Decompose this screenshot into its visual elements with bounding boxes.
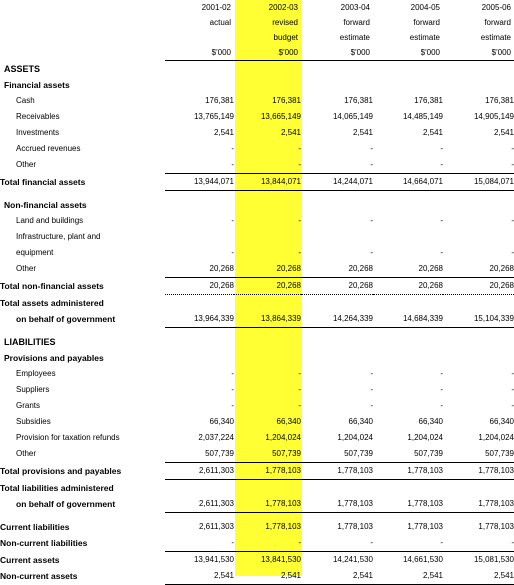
financial-assets-heading-value-0: [165, 77, 234, 93]
financial-asset-row-value-0: 2,541: [213, 128, 234, 137]
total-liabilities-administered-gov-value-2: 1,778,103: [301, 496, 373, 513]
financial-asset-row-value-4: 14,905,149: [473, 112, 514, 121]
non-financial-asset-row-value-3: 20,268: [373, 261, 443, 278]
financial-asset-row-value-0: 176,381: [205, 96, 234, 105]
header-line2-value-1: revised: [272, 18, 298, 27]
liabilities-heading-label: LIABILITIES: [4, 337, 56, 347]
financial-asset-row-label: Cash: [16, 96, 35, 105]
non-financial-asset-row-value-0: 20,268: [165, 261, 234, 278]
financial-asset-row: [0, 93, 514, 109]
total-provisions-payables: [0, 463, 514, 480]
summary-row-value-2: 14,241,530: [332, 555, 373, 564]
financial-assets-heading-value-1: [234, 77, 301, 93]
financial-asset-row-value-3: 2,541: [422, 128, 443, 137]
financial-asset-row-value-2: 176,381: [344, 96, 373, 105]
total-financial-assets: [0, 174, 514, 191]
header-years-value-0: 2001-02: [201, 3, 231, 12]
financial-assets-heading-value-3: [373, 77, 443, 93]
financial-assets-heading-value-2: [301, 77, 373, 93]
total-non-financial-assets: [0, 278, 514, 295]
liabilities-heading-value-0: [165, 334, 234, 350]
provision-row-value-4: 507,739: [443, 446, 514, 463]
financial-asset-row-value-4: 176,381: [485, 96, 514, 105]
header-units-value-0: $'000: [165, 45, 234, 61]
header-units-value-1: $'000: [234, 45, 301, 61]
liabilities-heading: [0, 334, 514, 350]
summary-row-value-2: 2,541: [301, 568, 373, 585]
provision-row-value-3: -: [440, 401, 443, 410]
provision-row-label: Grants: [16, 401, 41, 410]
non-financial-asset-row-value-2: -: [370, 248, 373, 257]
non-financial-asset-row: [0, 213, 514, 229]
provision-row-label: Provision for taxation refunds: [16, 433, 120, 442]
total-liabilities-administered-value-1: [234, 480, 301, 497]
provisions-heading: [0, 350, 514, 366]
financial-assets-heading: [0, 77, 514, 93]
total-liabilities-administered-gov: [0, 496, 514, 513]
total-assets-administered-label: Total assets administered: [0, 297, 104, 308]
provision-row-value-3: -: [440, 369, 443, 378]
non-financial-assets-heading-value-0: [165, 197, 234, 213]
liabilities-heading-value-3: [373, 334, 443, 350]
total-non-financial-assets-value-3: 20,268: [418, 281, 443, 290]
financial-asset-row-value-0: -: [231, 144, 234, 153]
summary-row-value-3: 2,541: [373, 568, 443, 585]
summary-row-label: Current liabilities: [0, 522, 70, 532]
provision-row-label: Other: [16, 449, 37, 459]
financial-asset-row-label: Other: [16, 160, 37, 170]
total-provisions-payables-label: Total provisions and payables: [0, 466, 122, 476]
provision-row-value-4: -: [511, 369, 514, 378]
summary-row-value-1: 1,778,103: [265, 522, 301, 531]
non-financial-assets-heading-value-2: [301, 197, 373, 213]
non-financial-asset-row: [0, 245, 514, 261]
summary-row-value-4: 1,778,103: [478, 522, 514, 531]
total-assets-administered-gov-value-3: 14,684,339: [373, 311, 443, 328]
financial-asset-row-value-2: -: [301, 157, 373, 174]
provisions-heading-value-4: [443, 350, 514, 366]
financial-asset-row: [0, 125, 514, 141]
header-years-value-3: 2004-05: [410, 3, 440, 12]
financial-asset-row-label: Investments: [16, 128, 60, 137]
non-financial-asset-row-value-4: [443, 229, 514, 245]
header-line3-value-2: estimate: [339, 33, 370, 42]
non-financial-asset-row-label: equipment: [16, 248, 54, 257]
provision-row-value-0: 507,739: [165, 446, 234, 463]
financial-asset-row-label: Accrued revenues: [16, 144, 81, 153]
provision-row-value-3: -: [440, 385, 443, 394]
non-financial-asset-row-value-2: 20,268: [301, 261, 373, 278]
provision-row: [0, 430, 514, 446]
provision-row: [0, 382, 514, 398]
assets-heading-value-3: [373, 61, 443, 78]
provision-row-value-2: 1,204,024: [337, 433, 373, 442]
header-years: [0, 0, 514, 15]
header-line3-value-4: estimate: [480, 33, 511, 42]
total-financial-assets-label: Total financial assets: [0, 177, 86, 187]
total-liabilities-administered: [0, 480, 514, 497]
summary-row-value-3: -: [373, 535, 443, 552]
total-non-financial-assets-value-4: 20,268: [489, 281, 514, 290]
financial-asset-row-label: Receivables: [16, 112, 60, 121]
summary-row-value-4: 2,541: [443, 568, 514, 585]
provision-row-value-4: -: [511, 401, 514, 410]
financial-asset-row-value-1: -: [298, 144, 301, 153]
assets-heading-value-1: [234, 61, 301, 78]
provision-row-value-2: 66,340: [348, 417, 373, 426]
financial-asset-row: [0, 141, 514, 157]
summary-row: [0, 535, 514, 552]
provision-row: [0, 366, 514, 382]
non-financial-asset-row-label: Land and buildings: [16, 216, 84, 225]
total-assets-administered-gov-label: on behalf of government: [16, 314, 116, 325]
financial-asset-row-value-4: -: [443, 157, 514, 174]
financial-asset-row-value-1: 176,381: [272, 96, 301, 105]
total-assets-administered-gov-value-1: 13,864,339: [234, 311, 301, 328]
provision-row-value-0: 66,340: [209, 417, 234, 426]
non-financial-assets-heading-value-3: [373, 197, 443, 213]
non-financial-asset-row-value-1: -: [298, 216, 301, 225]
total-financial-assets-value-4: 15,084,071: [443, 174, 514, 191]
non-financial-asset-row-value-3: -: [440, 248, 443, 257]
summary-row-value-2: 1,778,103: [337, 522, 373, 531]
liabilities-heading-value-4: [443, 334, 514, 350]
total-liabilities-administered-gov-value-3: 1,778,103: [373, 496, 443, 513]
provision-row-value-2: -: [370, 369, 373, 378]
total-financial-assets-value-3: 14,664,071: [373, 174, 443, 191]
non-financial-asset-row-label: Infrastructure, plant and: [16, 232, 101, 241]
total-liabilities-administered-value-4: [443, 480, 514, 497]
total-non-financial-assets-value-0: 20,268: [209, 281, 234, 290]
header-line3-value-0: [165, 30, 234, 45]
non-financial-asset-row-value-0: -: [231, 216, 234, 225]
total-financial-assets-value-1: 13,844,071: [234, 174, 301, 191]
provision-row-label: Subsidies: [16, 417, 51, 426]
total-financial-assets-value-0: 13,944,071: [165, 174, 234, 191]
provision-row: [0, 398, 514, 414]
financial-asset-row-value-0: 13,765,149: [193, 112, 234, 121]
non-financial-asset-row-value-0: [165, 229, 234, 245]
total-provisions-payables-value-1: 1,778,103: [234, 463, 301, 480]
header-line3-value-1: budget: [273, 33, 298, 42]
provision-row-value-2: 507,739: [301, 446, 373, 463]
provisions-heading-value-2: [301, 350, 373, 366]
provision-row-value-2: -: [370, 401, 373, 410]
non-financial-asset-row-value-1: -: [298, 248, 301, 257]
summary-row-value-1: 13,841,530: [260, 555, 301, 564]
provision-row-value-0: -: [231, 369, 234, 378]
total-assets-administered: [0, 295, 514, 312]
summary-row: [0, 519, 514, 535]
header-years-value-4: 2005-06: [481, 3, 511, 12]
financial-asset-row-value-1: 13,665,149: [260, 112, 301, 121]
financial-asset-row: [0, 109, 514, 125]
non-financial-asset-row-value-0: -: [231, 248, 234, 257]
total-provisions-payables-value-2: 1,778,103: [301, 463, 373, 480]
provision-row-value-1: -: [298, 385, 301, 394]
summary-row: [0, 568, 514, 585]
provision-row-value-1: -: [298, 401, 301, 410]
total-assets-administered-gov: [0, 311, 514, 328]
total-assets-administered-gov-value-4: 15,104,339: [443, 311, 514, 328]
total-liabilities-administered-value-2: [301, 480, 373, 497]
total-provisions-payables-value-3: 1,778,103: [373, 463, 443, 480]
total-provisions-payables-value-0: 2,611,303: [165, 463, 234, 480]
provision-row-value-4: 66,340: [489, 417, 514, 426]
header-units-value-4: $'000: [443, 45, 514, 61]
financial-asset-row-value-2: 2,541: [352, 128, 373, 137]
header-line2: [0, 15, 514, 30]
non-financial-asset-row-value-4: -: [511, 216, 514, 225]
provision-row-value-1: 66,340: [276, 417, 301, 426]
provision-row-value-4: -: [511, 385, 514, 394]
non-financial-assets-heading-value-1: [234, 197, 301, 213]
total-non-financial-assets-label: Total non-financial assets: [0, 281, 104, 291]
non-financial-asset-row-value-2: -: [370, 216, 373, 225]
liabilities-heading-value-2: [301, 334, 373, 350]
financial-asset-row-value-3: -: [373, 157, 443, 174]
header-years-label: [0, 0, 165, 15]
total-assets-administered-gov-value-0: 13,964,339: [165, 311, 234, 328]
provision-row-value-3: 507,739: [373, 446, 443, 463]
summary-row-label: Current assets: [0, 554, 60, 565]
total-liabilities-administered-gov-value-4: 1,778,103: [443, 496, 514, 513]
financial-asset-row: [0, 157, 514, 174]
provision-row-value-3: 66,340: [418, 417, 443, 426]
provision-row-value-0: 2,037,224: [198, 433, 234, 442]
financial-asset-row-value-4: 2,541: [493, 128, 514, 137]
total-financial-assets-value-2: 14,244,071: [301, 174, 373, 191]
provisions-heading-label: Provisions and payables: [4, 353, 104, 363]
provision-row-value-1: 507,739: [234, 446, 301, 463]
header-line3-value-3: estimate: [409, 33, 440, 42]
financial-asset-row-value-4: -: [511, 144, 514, 153]
summary-row-value-0: 13,941,530: [193, 555, 234, 564]
liabilities-heading-value-1: [234, 334, 301, 350]
total-liabilities-administered-value-0: [165, 480, 234, 497]
total-liabilities-administered-gov-value-0: 2,611,303: [165, 496, 234, 513]
summary-row-value-4: 15,081,530: [473, 555, 514, 564]
non-financial-asset-row-value-1: [234, 229, 301, 245]
total-assets-administered-value-3: [373, 295, 443, 312]
non-financial-asset-row-value-4: 20,268: [443, 261, 514, 278]
header-line2-value-4: forward: [484, 18, 511, 27]
summary-row-value-0: -: [165, 535, 234, 552]
non-financial-assets-heading: [0, 197, 514, 213]
provisions-heading-value-0: [165, 350, 234, 366]
financial-asset-row-value-0: -: [165, 157, 234, 174]
total-assets-administered-value-0: [165, 295, 234, 312]
header-units-label: [0, 45, 165, 61]
financial-assets-heading-label: Financial assets: [4, 80, 70, 90]
header-line2-value-3: forward: [413, 18, 440, 27]
non-financial-asset-row-label: Other: [16, 264, 37, 274]
total-assets-administered-gov-value-2: 14,264,339: [301, 311, 373, 328]
total-assets-administered-value-2: [301, 295, 373, 312]
summary-row-value-1: 2,541: [234, 568, 301, 585]
financial-asset-row-value-2: -: [370, 144, 373, 153]
financial-asset-row-value-3: -: [440, 144, 443, 153]
total-non-financial-assets-value-2: 20,268: [348, 281, 373, 290]
summary-row-value-2: -: [301, 535, 373, 552]
provision-row-value-1: 1,204,024: [265, 433, 301, 442]
header-units-value-2: $'000: [301, 45, 373, 61]
total-provisions-payables-value-4: 1,778,103: [443, 463, 514, 480]
non-financial-assets-heading-label: Non-financial assets: [4, 200, 87, 210]
summary-row-value-0: 2,541: [165, 568, 234, 585]
header-line2-value-2: forward: [343, 18, 370, 27]
assets-heading: [0, 61, 514, 78]
summary-row-label: Non-current assets: [0, 571, 78, 582]
total-liabilities-administered-value-3: [373, 480, 443, 497]
summary-row-value-0: 2,611,303: [199, 522, 234, 531]
financial-asset-row-value-3: 14,485,149: [402, 112, 443, 121]
financial-asset-row-value-3: 176,381: [414, 96, 443, 105]
total-liabilities-administered-gov-label: on behalf of government: [16, 499, 116, 510]
financial-asset-row-value-1: 2,541: [280, 128, 301, 137]
summary-row-value-4: -: [443, 535, 514, 552]
financial-asset-row-value-2: 14,065,149: [332, 112, 373, 121]
summary-row-value-1: -: [234, 535, 301, 552]
provisions-heading-value-3: [373, 350, 443, 366]
total-liabilities-administered-label: Total liabilities administered: [0, 482, 114, 493]
header-line3-label: [0, 30, 165, 45]
total-non-financial-assets-value-1: 20,268: [276, 281, 301, 290]
header-years-value-2: 2003-04: [340, 3, 370, 12]
total-assets-administered-value-4: [443, 295, 514, 312]
assets-heading-value-0: [165, 61, 234, 78]
non-financial-asset-row-value-3: -: [440, 216, 443, 225]
non-financial-asset-row-value-2: [301, 229, 373, 245]
total-assets-administered-value-1: [234, 295, 301, 312]
assets-heading-value-4: [443, 61, 514, 78]
assets-heading-value-2: [301, 61, 373, 78]
header-units: [0, 45, 514, 61]
non-financial-asset-row: [0, 229, 514, 245]
provision-row: [0, 414, 514, 430]
summary-row-value-3: 1,778,103: [407, 522, 443, 531]
non-financial-asset-row: [0, 261, 514, 278]
header-line2-value-0: actual: [209, 18, 231, 27]
non-financial-assets-heading-value-4: [443, 197, 514, 213]
header-line3: [0, 30, 514, 45]
total-liabilities-administered-gov-value-1: 1,778,103: [234, 496, 301, 513]
financial-asset-row-value-1: -: [234, 157, 301, 174]
provision-row-value-3: 1,204,024: [407, 433, 443, 442]
header-units-value-3: $'000: [373, 45, 443, 61]
summary-row: [0, 552, 514, 569]
provision-row-value-4: 1,204,024: [478, 433, 514, 442]
provision-row-value-0: -: [231, 385, 234, 394]
provision-row-label: Suppliers: [16, 385, 50, 394]
provision-row-label: Employees: [16, 369, 56, 378]
financial-assets-heading-value-4: [443, 77, 514, 93]
provision-row: [0, 446, 514, 463]
non-financial-asset-row-value-1: 20,268: [234, 261, 301, 278]
provisions-heading-value-1: [234, 350, 301, 366]
provision-row-value-0: -: [231, 401, 234, 410]
summary-row-label: Non-current liabilities: [0, 538, 88, 549]
assets-heading-label: ASSETS: [4, 63, 41, 74]
header-line2-label: [0, 15, 165, 30]
provision-row-value-1: -: [298, 369, 301, 378]
header-years-value-1: 2002-03: [268, 3, 298, 12]
non-financial-asset-row-value-3: [373, 229, 443, 245]
provision-row-value-2: -: [370, 385, 373, 394]
non-financial-asset-row-value-4: -: [511, 248, 514, 257]
summary-row-value-3: 14,661,530: [402, 555, 443, 564]
